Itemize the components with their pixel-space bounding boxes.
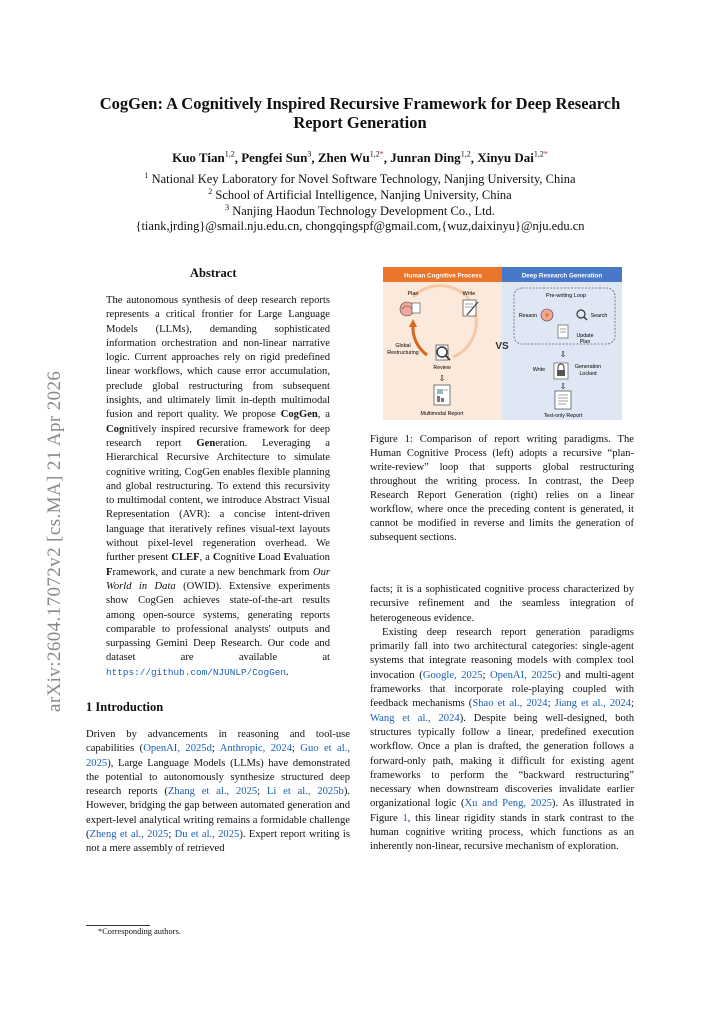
figure-reference-link[interactable]: 1: [402, 812, 408, 824]
write-label-right: Write: [532, 367, 546, 373]
global-restructuring-label-2: Restructuring: [387, 350, 419, 356]
arxiv-id: arXiv:2604.17072v2 [cs.MA] 21 Apr 2026: [44, 370, 65, 712]
multimodal-report-label: Multimodal Report: [420, 411, 464, 417]
citation-link[interactable]: Google, 2025: [422, 669, 483, 681]
citation-link[interactable]: Anthropic, 2024: [219, 743, 292, 755]
author: Pengfei Sun$^3$: [241, 150, 312, 166]
citation-link[interactable]: OpenAI, 2025c: [489, 669, 558, 681]
pre-writing-loop-label: Pre-writing Loop: [545, 293, 587, 299]
generation-locked-label-1: Generation: [574, 364, 602, 370]
figure-1: [383, 267, 622, 420]
abstract-body: The autonomous synthesis of deep research reports represents a critical frontier for Large Language Models (LLMs), demanding sophisticated information orchestration and non-linear narrative logic. Current approaches rely on rigid predefined linear workflows, which cause error accumulation, preclude global restructuring from subsequent insights, and ultimately limit in-depth multimodal fusion and report quality. We propose CogGen, a Cognitively inspired recursive framework for deep research report Generation. Leveraging a Hierarchical Recursive Architecture to simulate cognitive writing, CogGen enables flexible planning and global restructuring. To extend this recursivity to multimodal content, we introduce Abstract Visual Representation (AVR): a concise intent-driven language that iteratively refines visual-text layouts without pixel-level regeneration overhead. We further present CLEF, a Cognitive Load Evaluation Framework, and curate a new benchmark from Our World in Data (OWID). Extensive experiments show CogGen achieves state-of-the-art results among open-source systems, generating reports comparable to professional analysts' outputs and surpassing Gemini Deep Research. Our code and dataset are available at https://github.com/NJUNLP/CogGen.: [106, 295, 331, 678]
lock-icon: [554, 363, 568, 379]
update-plan-icon: [558, 325, 568, 338]
affiliation: $^2$ School of Artificial Intelligence, Nanjing University, China: [208, 187, 512, 203]
author-list: Kuo Tian$^{1,2}$, Pengfei Sun$^3$, Zhen $Wu^{1,2*}$, Junran Ding$^{1,2}$, Xinyu Dai$^{1,2*}$: [172, 150, 548, 166]
update-plan-label-1: Update: [576, 333, 594, 339]
reason-label: Reason: [518, 313, 538, 319]
update-plan-label-2: Plan: [579, 339, 591, 345]
down-arrow-right-icon-2: ⇩: [559, 382, 567, 391]
title-line-2: Report Generation: [293, 113, 427, 132]
paragraph: Existing deep research report generation paradigms primarily fall into two architectural categories: single-agent systems that integrate reasoning models with complex tool invocation (Google, 2025; OpenAI, 2025c) and multi-agent frameworks that incorporate role-playing coupled with feedback mechanisms (Shao et al., 2024; Jiang et al., 2024; Wang et al., 2024). Despite being well-designed, both structures typically follow a linear, predefined execution workflow. Once a plan is drafted, the generation follows a forward-only path, making it difficult for existing agent frameworks to perform the “backward restructuring” necessary when downstream discoveries invalidate earlier organizational logic (Xu and Peng, 2025). As illustrated in Figure 1, this linear rigidity stands in stark contrast to the human cognitive writing process, which functions as an inherently non-linear, recursive mechanism of exploration.: [370, 626, 635, 853]
introduction-body: Driven by advancements in reasoning and tool-use capabilities (OpenAI, 2025d; Anthropic, 2024; Guo et al., 2025), Large Language Models (LLMs) have demonstrated the potential to autonomously synthesize structured deep research reports (Zhang et al., 2025; Li et al., 2025b). However, bridging the gap between automated generation and expert-level analytical writing remains a formidable challenge (Zheng et al., 2025; Du et al., 2025). Expert report writing is not a mere assembly of retrieved: [86, 729, 351, 855]
citation-link[interactable]: Zheng et al., 2025: [89, 829, 169, 841]
left-header-label: Human Cognitive Process: [403, 272, 483, 280]
write-icon: [463, 300, 478, 316]
review-label: Review: [433, 365, 451, 371]
citation-link[interactable]: Jiang et al., 2024: [554, 698, 632, 710]
citation-link[interactable]: Shao et al., 2024: [472, 698, 548, 710]
author-emails: {tiank,jrding}@smail.nju.edu.cn, chongqingspf@gmail.com,{wuz,daixinyu}@nju.edu.cn: [135, 219, 585, 233]
paragraph: facts; it is a sophisticated cognitive process characterized by recursive refinement and the seamless integration of heterogeneous evidence.: [370, 584, 634, 624]
citation-link[interactable]: OpenAI, 2025d: [143, 743, 212, 755]
global-restructuring-label-1: Global: [395, 343, 411, 349]
citation-link[interactable]: Du et al., 2025: [174, 829, 240, 841]
down-arrow-right-icon-1: ⇩: [559, 350, 567, 359]
citation-link[interactable]: Wang et al., 2024: [370, 712, 460, 724]
arxiv-sidebar-stamp: [44, 292, 68, 712]
search-label: Search: [590, 313, 608, 319]
right-header-label: Deep Research Generation: [521, 272, 603, 280]
citation-link[interactable]: Xu and Peng, 2025: [464, 798, 552, 810]
figure-1-caption: Figure 1: Comparison of report writing paradigms. The Human Cognitive Process (left) adopts a recursive “plan-write-review” loop that supports global restructuring throughout the writing process. In contrast, the Deep Research Report Generation (right) relies on a linear workflow, where once the preceding content is generated, it cannot be modified in reverse and limits the generation of subsequent sections.: [370, 434, 634, 543]
author: Xinyu Dai$^{1,2*}$: [477, 150, 548, 166]
plan-label: Plan: [407, 291, 419, 297]
citation-link[interactable]: Guo et al., 2025: [86, 743, 350, 769]
section-heading-introduction: 1 Introduction: [86, 700, 164, 714]
paper-title: [60, 94, 660, 132]
abstract-heading: Abstract: [190, 266, 237, 280]
affiliation: $^3$ Nanjing Haodun Technology Development Co., Ltd.: [225, 203, 495, 219]
affiliation: $^1$ National Key Laboratory for Novel Software Technology, Nanjing University, China: [144, 171, 576, 187]
review-icon: [436, 345, 450, 360]
text-only-report-label: Text-only Report: [543, 413, 583, 419]
code-repo-link[interactable]: https://github.com/NJUNLP/CogGen: [106, 666, 287, 678]
author: Zhen $Wu^{1,2*}$: [317, 150, 384, 166]
introduction-right-column: [370, 583, 634, 855]
write-label-left: Write: [462, 291, 476, 297]
multimodal-report-icon: [434, 385, 450, 405]
author: Kuo Tian$^{1,2}$: [172, 150, 235, 166]
generation-locked-label-2: Locked: [579, 371, 597, 377]
citation-link[interactable]: Li et al., 2025b: [266, 786, 344, 798]
title-line-1: CogGen: A Cognitively Inspired Recursive Framework for Deep Research: [99, 94, 621, 113]
text-only-report-icon: [555, 391, 571, 409]
footnote: *Corresponding authors.: [98, 927, 181, 936]
citation-link[interactable]: Zhang et al., 2025: [167, 786, 258, 798]
down-arrow-left-icon: ⇩: [438, 374, 446, 383]
author: Junran Ding$^{1,2}$: [390, 150, 471, 166]
reason-icon: [541, 309, 553, 321]
vs-label: VS: [495, 341, 509, 352]
footnote-divider: [86, 925, 150, 926]
